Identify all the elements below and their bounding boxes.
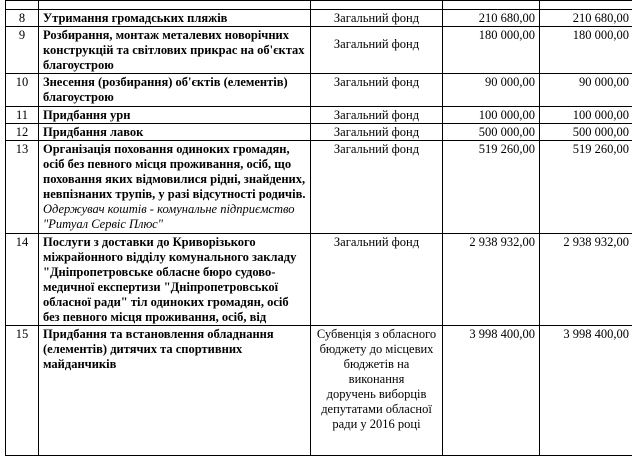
row-stub-cell xyxy=(540,1,632,10)
row-number: 9 xyxy=(6,27,39,74)
amount: 2 938 932,00 xyxy=(443,234,540,326)
fund-source-line: бюджетів на виконання xyxy=(315,357,438,387)
item-name: Розбирання, монтаж металевих новорічних конструкцій та світлових прикрас на об'єктах благоустрою xyxy=(43,28,305,72)
amount: 519 260,00 xyxy=(443,141,540,234)
fund-source xyxy=(311,141,443,234)
table-row xyxy=(6,107,632,124)
amount-total: 210 680,00 xyxy=(540,10,632,27)
fund-source-line: Загальний фонд xyxy=(315,75,438,90)
fund-source-line: Загальний фонд xyxy=(315,125,438,140)
item-name-cell xyxy=(39,234,311,326)
item-name-cell xyxy=(39,27,311,74)
amount: 180 000,00 xyxy=(443,27,540,74)
amount-total: 180 000,00 xyxy=(540,27,632,74)
row-number: 12 xyxy=(6,124,39,141)
row-stub-cell xyxy=(39,1,311,10)
item-name-cell xyxy=(39,107,311,124)
fund-source-line: Загальний фонд xyxy=(315,11,438,26)
amount-total: 100 000,00 xyxy=(540,107,632,124)
fund-source-line: ради у 2016 році xyxy=(315,417,438,432)
row-stub-cell xyxy=(311,1,443,10)
fund-source-line: Загальний фонд xyxy=(315,142,438,157)
amount-total: 90 000,00 xyxy=(540,74,632,107)
table-row xyxy=(6,326,632,456)
table-row xyxy=(6,234,632,326)
amount-total: 3 998 400,00 xyxy=(540,326,632,456)
fund-source-line: бюджету до місцевих xyxy=(315,342,438,357)
item-name: Послуги з доставки до Криворізького міжрайонного відділу комунального закладу "Дніпропетровське обласне бюро судово-медичної експертизи "Дніпропетровської обласної ради" тіл одиноких громадян, осіб без певного місця проживання, осіб, від xyxy=(43,235,296,324)
row-stub-cell xyxy=(443,1,540,10)
row-number: 11 xyxy=(6,107,39,124)
fund-source xyxy=(311,74,443,107)
item-name-cell xyxy=(39,141,311,234)
amount: 90 000,00 xyxy=(443,74,540,107)
table-row xyxy=(6,124,632,141)
table-row xyxy=(6,10,632,27)
item-name-cell xyxy=(39,124,311,141)
item-name-cell xyxy=(39,326,311,456)
item-name: Утримання громадських пляжів xyxy=(43,11,227,25)
amount: 3 998 400,00 xyxy=(443,326,540,456)
item-name-cell xyxy=(39,74,311,107)
row-number: 15 xyxy=(6,326,39,456)
amount-total: 519 260,00 xyxy=(540,141,632,234)
item-name: Придбання та встановлення обладнання (елементів) дитячих та спортивних майданчиків xyxy=(43,327,274,371)
fund-source-line: депутатами обласної xyxy=(315,402,438,417)
item-name: Придбання урн xyxy=(43,108,130,122)
amount: 500 000,00 xyxy=(443,124,540,141)
row-number: 10 xyxy=(6,74,39,107)
item-recipient: Одержувач коштів - комунальне підприємство "Ритуал Сервіс Плюс" xyxy=(43,202,295,231)
row-number: 13 xyxy=(6,141,39,234)
row-stub-cell xyxy=(6,1,39,10)
item-name: Придбання лавок xyxy=(43,125,143,139)
amount-total: 2 938 932,00 xyxy=(540,234,632,326)
table-row xyxy=(6,1,632,10)
table-row xyxy=(6,74,632,107)
fund-source xyxy=(311,326,443,456)
fund-source-line: доручень виборців xyxy=(315,387,438,402)
table-row xyxy=(6,141,632,234)
item-name-cell xyxy=(39,10,311,27)
fund-source-line: Загальний фонд xyxy=(315,108,438,123)
amount: 100 000,00 xyxy=(443,107,540,124)
item-name: Організація поховання одиноких громадян, осіб без певного місця проживання, осіб, що поховання яких відмовилися рідні, знайдених, невпізнаних трупів, у разі відсутності родичів. xyxy=(43,142,305,201)
fund-source xyxy=(311,10,443,27)
fund-source-line: Загальний фонд xyxy=(315,37,438,52)
row-number: 8 xyxy=(6,10,39,27)
budget-table xyxy=(5,0,632,456)
item-name: Знесення (розбирання) об'єктів (елементів) благоустрою xyxy=(43,75,288,104)
fund-source-line: Субвенція з обласного xyxy=(315,327,438,342)
row-number: 14 xyxy=(6,234,39,326)
fund-source xyxy=(311,124,443,141)
table-row xyxy=(6,27,632,74)
fund-source xyxy=(311,27,443,74)
fund-source xyxy=(311,234,443,326)
amount-total: 500 000,00 xyxy=(540,124,632,141)
amount: 210 680,00 xyxy=(443,10,540,27)
fund-source xyxy=(311,107,443,124)
fund-source-line: Загальний фонд xyxy=(315,235,438,250)
